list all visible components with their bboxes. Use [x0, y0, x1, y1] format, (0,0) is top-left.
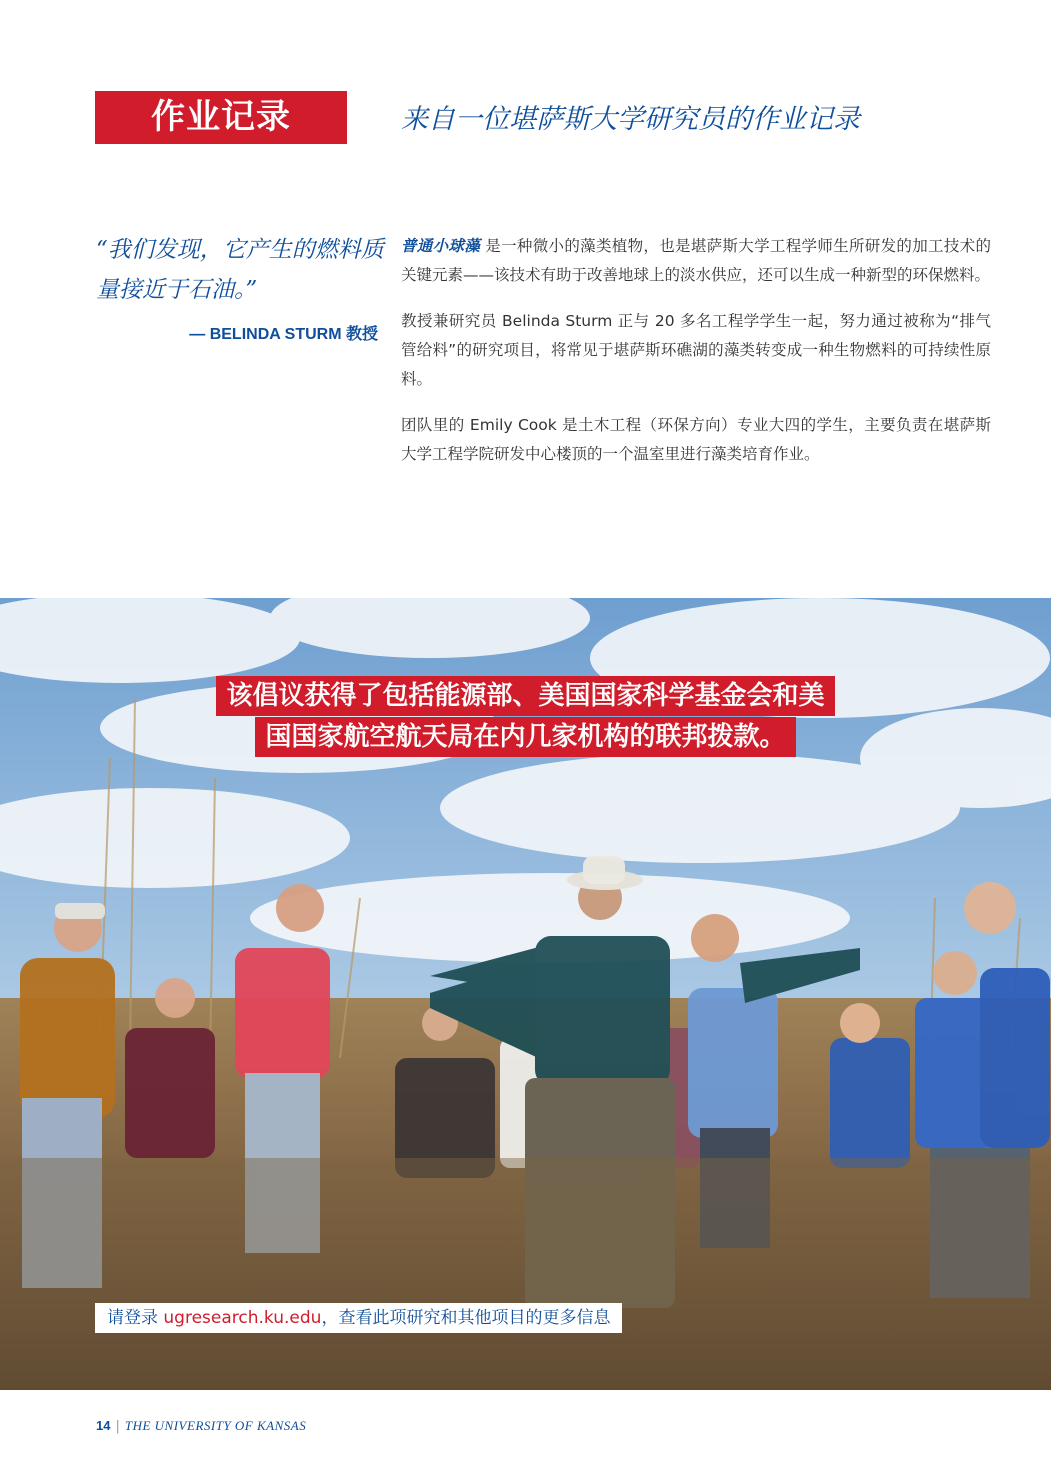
section-label: 作业记录	[95, 91, 347, 144]
research-link[interactable]: ugresearch.ku.edu	[163, 1308, 322, 1328]
cta-suffix: ，查看此项研究和其他项目的更多信息	[321, 1308, 611, 1328]
more-info-callout	[95, 1303, 622, 1333]
paragraph-2: 教授兼研究员 Belinda Sturm 正与 20 多名工程学学生一起，努力通过被称为“排气管给料”的研究项目，将常见于堪萨斯环礁湖的藻类转变成一种生物燃料的可持续性原料。	[401, 312, 991, 388]
headline-banner-line-1	[0, 676, 1051, 716]
headline-banner-line-2	[0, 717, 1051, 757]
section-subtitle: 来自一位堪萨斯大学研究员的作业记录	[401, 104, 860, 135]
highlight-term: 普通小球藻	[401, 237, 481, 255]
paragraph-3: 团队里的 Emily Cook 是土木工程（环保方向）专业大四的学生，主要负责在堪萨斯大学工程学院研发中心楼顶的一个温室里进行藻类培育作业。	[401, 416, 991, 463]
banner-text-2: 国国家航空航天局在内几家机构的联邦拨款。	[255, 717, 795, 757]
article-body	[401, 232, 991, 486]
paragraph-1	[401, 232, 991, 290]
page-footer	[96, 1416, 306, 1436]
banner-text-1: 该倡议获得了包括能源部、美国国家科学基金会和美	[216, 676, 834, 716]
publication-name: THE UNIVERSITY OF KANSAS	[124, 1418, 307, 1433]
footer-separator: |	[115, 1419, 120, 1434]
pull-quote: “我们发现，它产生的燃料质量接近于石油。”	[96, 237, 384, 303]
page-number: 14	[96, 1418, 111, 1433]
cta-prefix: 请登录	[107, 1308, 164, 1328]
quote-attribution: — BELINDA STURM 教授	[189, 326, 378, 343]
paragraph-1-text: 是一种微小的藻类植物，也是堪萨斯大学工程学师生所研发的加工技术的关键元素——该技术有助于改善地球上的淡水供应，还可以生成一种新型的环保燃料。	[401, 237, 991, 284]
